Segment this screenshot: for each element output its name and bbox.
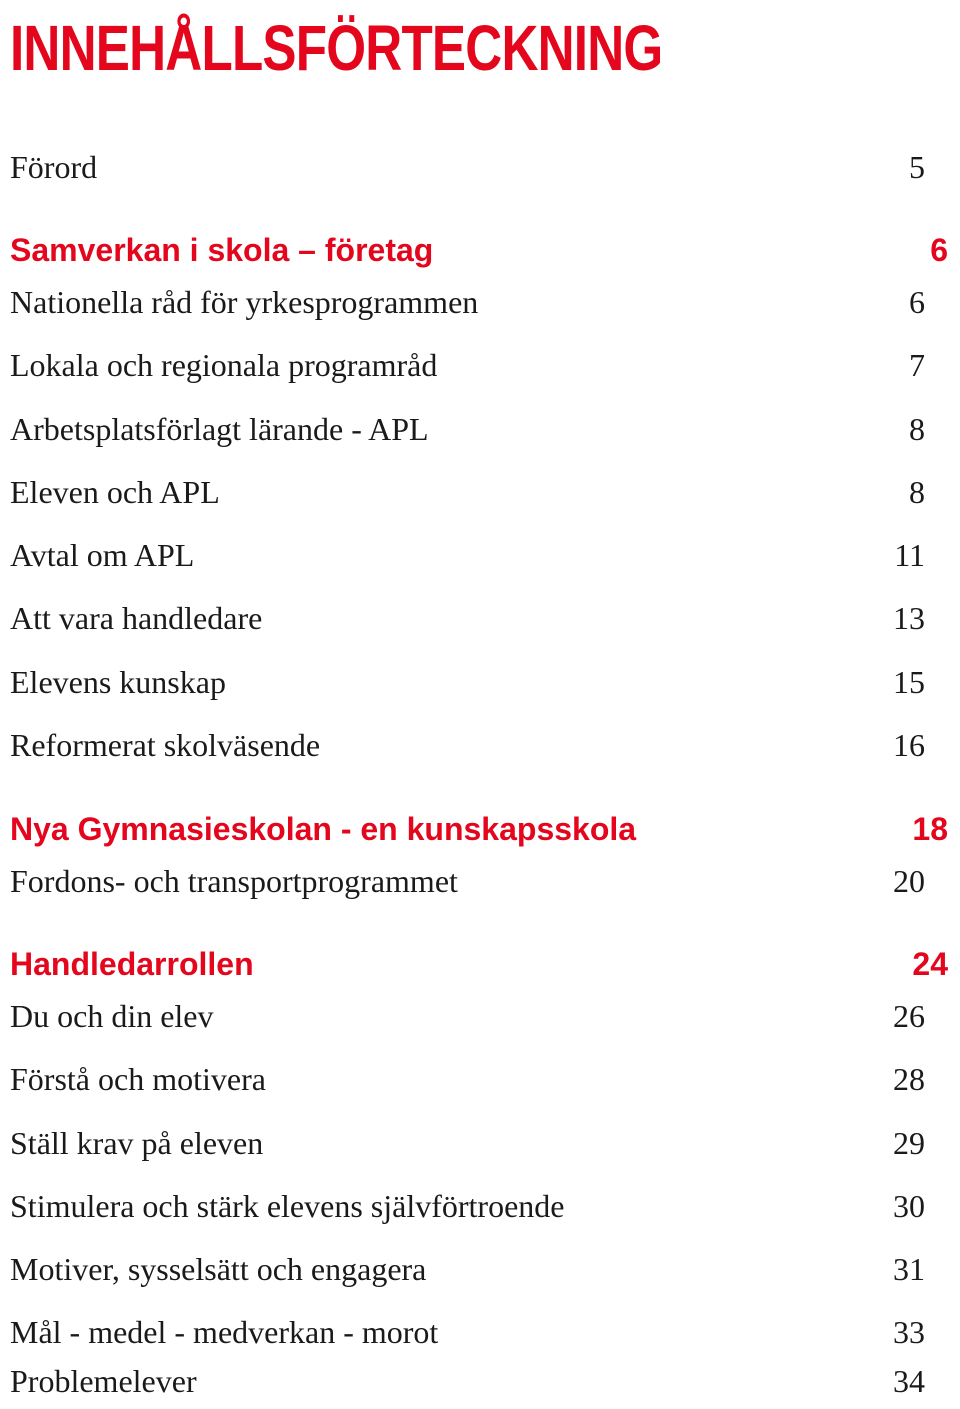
- toc-entry-title: Stimulera och stärk elevens självförtroende: [10, 1187, 565, 1224]
- toc-entry-title: Att vara handledare: [10, 599, 263, 636]
- toc-entry[interactable]: [10, 467, 925, 517]
- toc-entry-page: 7: [909, 346, 925, 383]
- toc-entry-page: 33: [893, 1313, 925, 1350]
- toc-entry-page: 13: [893, 599, 925, 636]
- toc-entry[interactable]: [10, 142, 925, 192]
- toc-entry[interactable]: [10, 657, 925, 707]
- toc-entry-page: 5: [909, 148, 925, 185]
- toc-entry-page: 11: [894, 536, 925, 573]
- toc-entry-page: 16: [893, 726, 925, 763]
- toc-entry-page: 31: [893, 1250, 925, 1287]
- toc-section-heading[interactable]: [10, 804, 948, 854]
- toc-section-heading[interactable]: [10, 225, 948, 275]
- toc-entry-title: Ställ krav på eleven: [10, 1124, 264, 1161]
- toc-entry-title: Reformerat skolväsende: [10, 726, 321, 763]
- toc-entry-page: 8: [909, 473, 925, 510]
- toc-entry[interactable]: [10, 530, 925, 580]
- toc-entry-title: Avtal om APL: [10, 536, 195, 573]
- toc-entry[interactable]: [10, 404, 925, 454]
- toc-entry-page: 26: [893, 997, 925, 1034]
- toc-entry-title: Förord: [10, 148, 98, 185]
- toc-entry-page: 24: [912, 945, 948, 982]
- toc-entry[interactable]: [10, 856, 925, 906]
- toc-entry-page: 6: [930, 231, 948, 268]
- toc-entry[interactable]: [10, 1118, 925, 1168]
- toc-entry[interactable]: [10, 277, 925, 327]
- toc-section-heading[interactable]: [10, 939, 948, 989]
- page-title: INNEHÅLLSFÖRTECKNING: [10, 12, 663, 84]
- toc-entry-page: 34: [893, 1362, 925, 1399]
- toc-entry-page: 18: [912, 810, 948, 847]
- toc-entry[interactable]: [10, 1181, 925, 1231]
- toc-entry-title: Lokala och regionala programråd: [10, 346, 438, 383]
- toc-entry-title: Eleven och APL: [10, 473, 220, 510]
- toc-entry-title: Nya Gymnasieskolan - en kunskapsskola: [10, 810, 637, 847]
- toc-entry-title: Handledarrollen: [10, 945, 254, 982]
- toc-entry[interactable]: [10, 1307, 925, 1357]
- toc-entry-title: Fordons- och transportprogrammet: [10, 862, 458, 899]
- toc-entry-page: 6: [909, 283, 925, 320]
- toc-entry-page: 29: [893, 1124, 925, 1161]
- toc-entry[interactable]: [10, 1244, 925, 1294]
- toc-entry[interactable]: [10, 1054, 925, 1104]
- toc-entry-title: Mål - medel - medverkan - morot: [10, 1313, 439, 1350]
- toc-entry[interactable]: [10, 1356, 925, 1406]
- toc-entry-title: Samverkan i skola – företag: [10, 231, 434, 268]
- toc-entry-page: 15: [893, 663, 925, 700]
- toc-entry-title: Elevens kunskap: [10, 663, 226, 700]
- toc-entry-page: 30: [893, 1187, 925, 1224]
- toc-entry-title: Arbetsplatsförlagt lärande - APL: [10, 410, 429, 447]
- toc-entry-page: 8: [909, 410, 925, 447]
- toc-entry-page: 28: [893, 1060, 925, 1097]
- toc-entry[interactable]: [10, 593, 925, 643]
- toc-entry-title: Problemelever: [10, 1362, 197, 1399]
- toc-entry-title: Du och din elev: [10, 997, 214, 1034]
- toc-entry-page: 20: [893, 862, 925, 899]
- toc-entry-title: Motiver, sysselsätt och engagera: [10, 1250, 427, 1287]
- toc-entry[interactable]: [10, 991, 925, 1041]
- toc-entry[interactable]: [10, 720, 925, 770]
- toc-entry-title: Förstå och motivera: [10, 1060, 266, 1097]
- toc-entry-title: Nationella råd för yrkesprogrammen: [10, 283, 479, 320]
- toc-entry[interactable]: [10, 340, 925, 390]
